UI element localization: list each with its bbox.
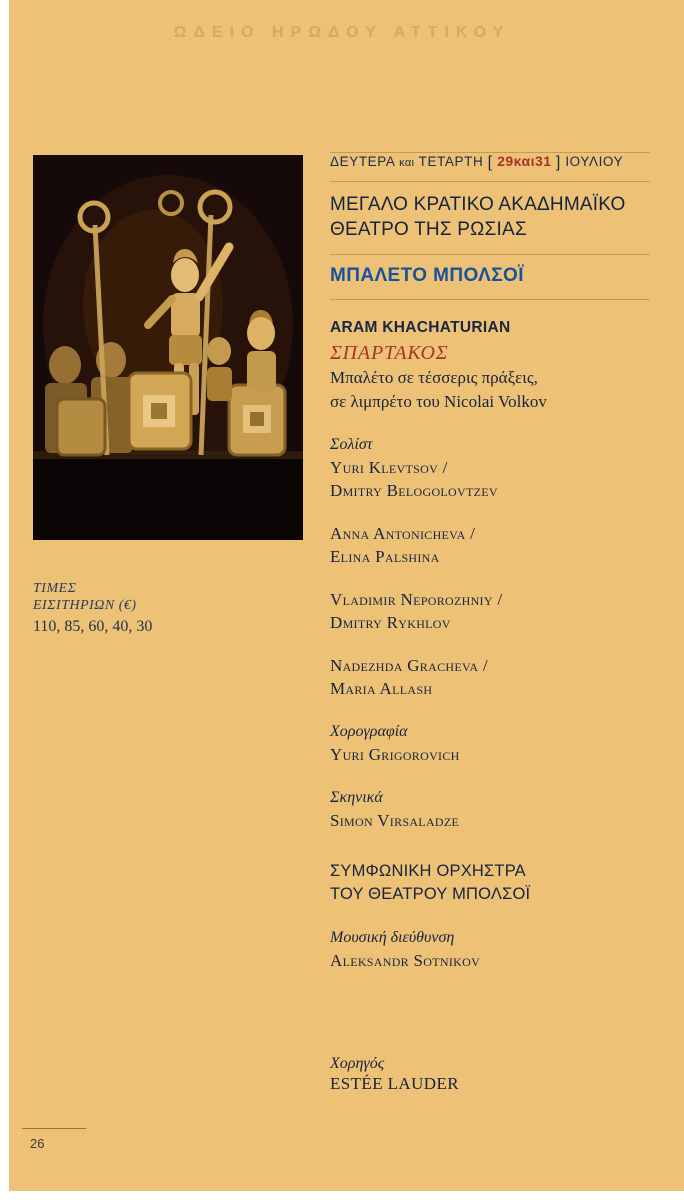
credit-block (330, 786, 650, 832)
sponsor-block (330, 1055, 650, 1094)
orchestra-name-line2: ΤΟΥ ΘΕΑΤΡΟΥ ΜΠΟΛΣΟΪ (330, 885, 531, 903)
company-name (330, 182, 650, 254)
credit-block (330, 588, 650, 634)
credit-name: Nadezhda Gracheva / (330, 656, 488, 675)
ticket-prices-label-line1: ΤΙΜΕΣ (33, 581, 77, 596)
ticket-prices-values: 110, 85, 60, 40, 30 (33, 618, 153, 635)
footer-rule (22, 1128, 86, 1129)
credit-role: Σολίστ (330, 436, 373, 453)
month-label: ΙΟΥΛΙΟΥ (565, 154, 624, 169)
day-conjunction: και (399, 157, 415, 169)
conductor-block (330, 926, 650, 972)
work-details (330, 300, 650, 972)
day-second: ΤΕΤΑΡΤΗ (418, 154, 484, 169)
company-name-line1: ΜΕΓΑΛΟ ΚΡΑΤΙΚΟ ΑΚΑΔΗΜΑΪΚΟ (330, 194, 626, 215)
work-subtitle-line2: σε λιμπρέτο του Nicolai Volkov (330, 392, 547, 411)
conductor-role: Μουσική διεύθυνση (330, 929, 455, 946)
composer-name: ARAM KHACHATURIAN (330, 319, 511, 336)
work-title: ΣΠΑΡΤΑΚΟΣ (330, 342, 449, 364)
credit-name: Elina Palshina (330, 547, 440, 566)
day-first: ΔΕΥΤΕΡΑ (330, 154, 395, 169)
troupe-name: ΜΠΑΛΕΤΟ ΜΠΟΛΣΟΪ (330, 265, 524, 286)
bracket-close: ] (555, 154, 561, 171)
work-subtitle-line1: Μπαλέτο σε τέσσερις πράξεις, (330, 368, 538, 387)
credit-name: Vladimir Neporozhniy / (330, 590, 503, 609)
bracket-open: [ (487, 154, 493, 171)
performance-dateline (330, 153, 650, 181)
credit-name: Simon Virsaladze (330, 811, 460, 830)
credit-role: Σκηνικά (330, 789, 383, 806)
sponsor-role: Χορηγός (330, 1055, 385, 1072)
page-edge-bottom (0, 1191, 684, 1200)
credit-block (330, 522, 650, 568)
company-name-line2: ΘΕΑΤΡΟ ΤΗΣ ΡΩΣΙΑΣ (330, 219, 527, 240)
credit-name: Dmitry Rykhlov (330, 613, 451, 632)
orchestra-name-line1: ΣΥΜΦΩΝΙΚΗ ΟΡΧΗΣΤΡΑ (330, 862, 526, 880)
production-photo (33, 155, 303, 540)
ticket-prices-label-line2: ΕΙΣΙΤΗΡΙΩΝ (€) (33, 598, 137, 613)
date-number-second: 31 (534, 153, 552, 169)
orchestra-block (330, 860, 650, 906)
page-edge-left (0, 0, 9, 1200)
page-number: 26 (30, 1136, 45, 1151)
credit-block (330, 654, 650, 700)
conductor-name: Aleksandr Sotnikov (330, 951, 481, 970)
venue-title: ΩΔΕΙΟ ΗΡΩΔΟΥ ΑΤΤΙΚΟΥ (173, 24, 511, 41)
date-number-conjunction: και (513, 153, 535, 169)
credit-name: Dmitry Belogolovtzev (330, 481, 498, 500)
credit-block (330, 433, 650, 502)
credit-name: Anna Antonicheva / (330, 524, 476, 543)
program-details (330, 152, 650, 972)
credit-role: Χορογραφία (330, 723, 408, 740)
sponsor-name: ESTÉE LAUDER (330, 1074, 459, 1093)
credit-name: Yuri Grigorovich (330, 745, 460, 764)
credit-name: Yuri Klevtsov / (330, 458, 448, 477)
ticket-prices (33, 580, 293, 638)
credit-name: Maria Allash (330, 679, 433, 698)
date-number-first: 29 (497, 153, 514, 169)
credit-block (330, 720, 650, 766)
